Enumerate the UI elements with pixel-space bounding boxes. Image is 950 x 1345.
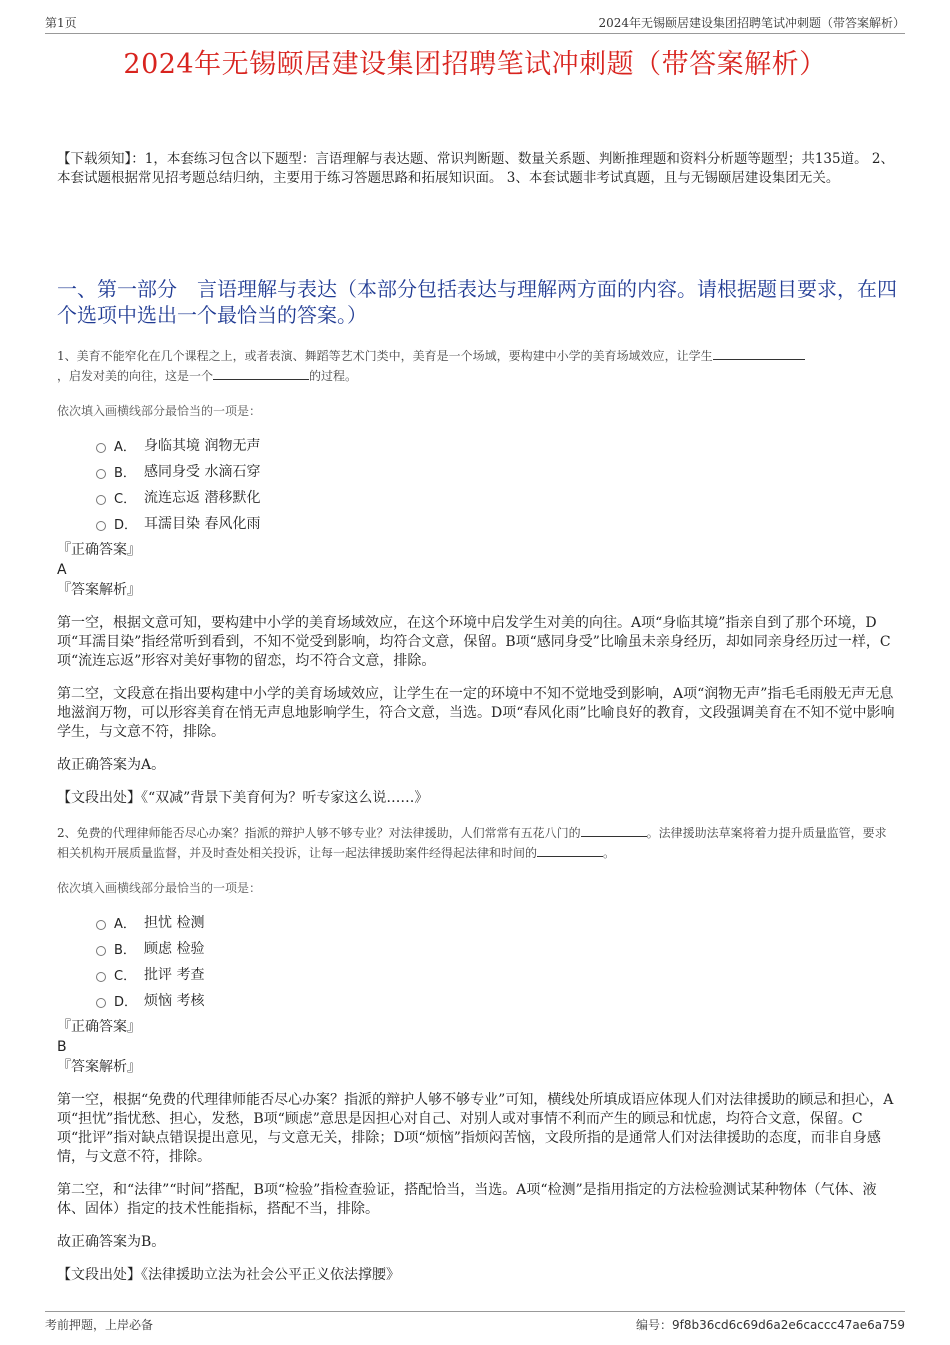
question-2-options: [96, 909, 204, 1013]
radio-icon[interactable]: [96, 972, 106, 982]
option-a[interactable]: A． 担忧 检测: [96, 909, 204, 935]
radio-icon[interactable]: [96, 469, 106, 479]
option-b[interactable]: B． 感同身受 水滴石穿: [96, 458, 260, 484]
question-1-options: [96, 432, 260, 536]
page-footer: [45, 1311, 905, 1333]
document-id: 编号：9f8b36cd6c69d6a2e6caccc47ae6a759: [635, 1318, 905, 1332]
analysis-label: 『答案解析』: [57, 1059, 141, 1075]
footer-slogan: 考前押题，上岸必备: [45, 1318, 154, 1332]
download-notice: 【下载须知】：1，本套练习包含以下题型：言语理解与表达题、常识判断题、数量关系题、判断推理题和资料分析题等题型；共135道。 2、本套试题根据常见招考题总结归纳，主要用于练习答题思路和拓展知识面。 3、本套试题非考试真题，且与无锡颐居建设集团无关。: [57, 151, 894, 186]
question-1-answer: [57, 540, 897, 600]
radio-icon[interactable]: [96, 521, 106, 531]
question-1-text: 1、美育不能窄化在几个课程之上，或者表演、舞蹈等艺术门类中，美育是一个场域，要构建中小学的美育场域效应，让学生 ，启发对美的向往，这是一个 的过程。: [57, 346, 897, 386]
answer-label: 『正确答案』: [57, 542, 141, 558]
radio-icon[interactable]: [96, 443, 106, 453]
header-doc-title: 2024年无锡颐居建设集团招聘笔试冲刺题（带答案解析）: [598, 16, 905, 30]
source-citation: 【文段出处】《法律援助立法为社会公平正义依法撑腰》: [57, 1267, 400, 1283]
page-number: 第1页: [45, 16, 77, 30]
question-2-answer: [57, 1017, 897, 1077]
question-1-prompt: 依次填入画横线部分最恰当的一项是：: [57, 404, 262, 418]
option-d[interactable]: D． 烦恼 考核: [96, 987, 204, 1013]
answer-label: 『正确答案』: [57, 1019, 141, 1035]
answer-value: A: [57, 562, 67, 578]
analysis-paragraph: 第二空，和“法律”“时间”搭配，B项“检验”指检查验证，搭配恰当，当选。A项“检测”是指用指定的方法检验测试某种物体（气体、液体、固体）指定的技术性能指标，搭配不当，排除。: [57, 1182, 877, 1217]
source-citation: 【文段出处】《“双减”背景下美育何为？听专家这么说……》: [57, 790, 429, 806]
option-a[interactable]: A． 身临其境 润物无声: [96, 432, 260, 458]
option-b[interactable]: B． 顾虑 检验: [96, 935, 204, 961]
analysis-paragraph: 第二空，文段意在指出要构建中小学的美育场域效应，让学生在一定的环境中不知不觉地受到影响，A项“润物无声”指毛毛雨般无声无息地滋润万物，可以形容美育在悄无声息地影响学生，符合文意，当选。D项“春风化雨”比喻良好的教育，文段强调美育在不知不觉中影响学生，与文意不符，排除。: [57, 686, 895, 740]
answer-blank: [713, 347, 805, 360]
analysis-paragraph: 第一空，根据“免费的代理律师能否尽心办案？指派的辩护人够不够专业”可知，横线处所填成语应体现人们对法律援助的顾忌和担心，A项“担忧”指忧愁、担心，发愁，B项“顾虑”意思是因担心对自己、对别人或对事情不利而产生的顾忌和忧虑，均符合文意，保留。C项“批评”指对缺点错误提出意见，与文意无关，排除；D项“烦恼”指烦闷苦恼，文段所指的是通常人们对法律援助的态度，而非自身感情，与文意不符，排除。: [57, 1092, 894, 1165]
analysis-conclusion: 故正确答案为A。: [57, 757, 166, 773]
analysis-conclusion: 故正确答案为B。: [57, 1234, 166, 1250]
radio-icon[interactable]: [96, 998, 106, 1008]
radio-icon[interactable]: [96, 495, 106, 505]
option-d[interactable]: D． 耳濡目染 春风化雨: [96, 510, 260, 536]
option-c[interactable]: C． 流连忘返 潜移默化: [96, 484, 260, 510]
analysis-paragraph: 第一空，根据文意可知，要构建中小学的美育场域效应，在这个环境中启发学生对美的向往。A项“身临其境”指亲自到了那个环境，D项“耳濡目染”指经常听到看到，不知不觉受到影响，均符合文意，保留。B项“感同身受”比喻虽未亲身经历，却如同亲身经历过一样，C项“流连忘返”形容对美好事物的留恋，均不符合文意，排除。: [57, 615, 891, 669]
option-c[interactable]: C． 批评 考查: [96, 961, 204, 987]
document-title: 2024年无锡颐居建设集团招聘笔试冲刺题（带答案解析）: [123, 49, 827, 80]
radio-icon[interactable]: [96, 920, 106, 930]
question-2-text: 2、免费的代理律师能否尽心办案？指派的辩护人够不够专业？对法律援助，人们常常有五花八门的 。法律援助法草案将着力提升质量监管，要求相关机构开展质量监督，并及时查处相关投诉，让每一起法律援助案件经得起法律和时间的 。: [57, 826, 887, 860]
radio-icon[interactable]: [96, 946, 106, 956]
analysis-label: 『答案解析』: [57, 582, 141, 598]
answer-blank: [537, 844, 603, 857]
answer-blank: [213, 367, 309, 380]
question-2-prompt: 依次填入画横线部分最恰当的一项是：: [57, 881, 262, 895]
answer-value: B: [57, 1039, 67, 1055]
section-title: 一、第一部分 言语理解与表达（本部分包括表达与理解两方面的内容。请根据题目要求，在四个选项中选出一个最恰当的答案。）: [57, 277, 897, 327]
page-header: [45, 14, 905, 34]
answer-blank: [581, 824, 647, 837]
